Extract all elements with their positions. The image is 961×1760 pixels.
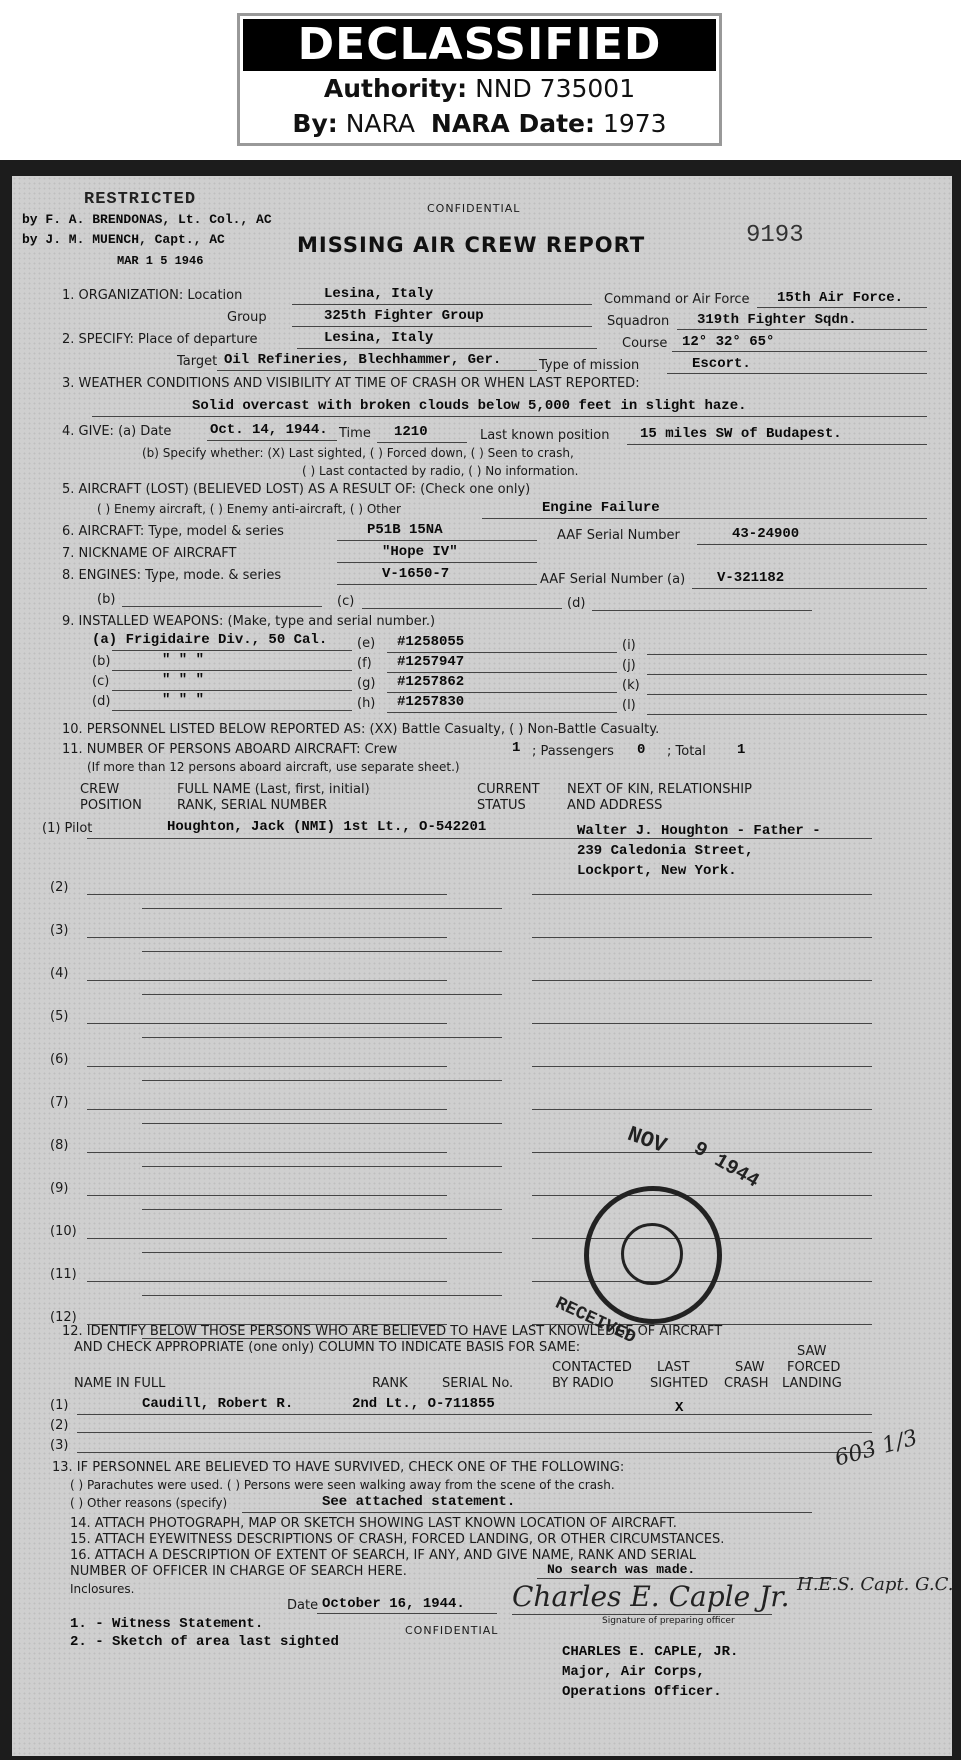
value-report-date: October 16, 1944. xyxy=(322,1596,465,1612)
lost-reasons: ( ) Enemy aircraft, ( ) Enemy anti-aircraft, ( ) Other xyxy=(97,502,401,516)
col-address: AND ADDRESS xyxy=(567,798,663,813)
col-fullname: FULL NAME (Last, first, initial) xyxy=(177,782,370,797)
received-stamp-month: NOV xyxy=(623,1121,670,1160)
crew-row-line xyxy=(142,1080,502,1081)
label-aircraft-lost: 5. AIRCRAFT (LOST) (BELIEVED LOST) AS A RESULT OF: (Check one only) xyxy=(62,482,531,497)
specify-whether-2: ( ) Last contacted by radio, ( ) No information. xyxy=(302,464,579,478)
by-line-2: by J. M. MUENCH, Capt., AC xyxy=(22,232,225,247)
report-number: 9193 xyxy=(746,222,804,249)
received-stamp-center xyxy=(621,1223,683,1285)
value-time: 1210 xyxy=(394,424,428,440)
col-status: STATUS xyxy=(477,798,526,813)
value-mission-type: Escort. xyxy=(692,356,751,372)
weapon-b-ditto: " " " xyxy=(162,652,205,668)
survived-options: ( ) Parachutes were used. ( ) Persons were seen walking away from the scene of the crash. xyxy=(70,1478,615,1492)
col-saw: SAW xyxy=(735,1360,765,1375)
label-signature: Signature of preparing officer xyxy=(602,1616,735,1626)
crew-row-line xyxy=(142,994,502,995)
crew-row-line xyxy=(532,1066,872,1067)
officer-signature: Charles E. Caple Jr. xyxy=(512,1580,790,1613)
crew-row-line xyxy=(142,1037,502,1038)
label-engine-serial: AAF Serial Number (a) xyxy=(540,572,686,587)
document-sheet xyxy=(12,176,952,1756)
confidential-bottom: CONFIDENTIAL xyxy=(405,1624,499,1637)
received-stamp-day: 9 1944 xyxy=(689,1137,763,1194)
value-aircraft-serial: 43-24900 xyxy=(732,526,800,542)
crew-row-label: (4) xyxy=(50,966,69,981)
officer-name: CHARLES E. CAPLE, JR. xyxy=(562,1644,739,1660)
label-course: Course xyxy=(622,336,668,351)
value-passengers: 0 xyxy=(637,742,646,758)
label-persons-aboard: 11. NUMBER OF PERSONS ABOARD AIRCRAFT: Crew xyxy=(62,742,398,757)
inclosure-1: 1. - Witness Statement. xyxy=(70,1616,264,1632)
crew-row-label: (2) xyxy=(50,880,69,895)
value-other-reason: Engine Failure xyxy=(542,500,660,516)
value-departure: Lesina, Italy xyxy=(324,330,434,346)
instruction-15: 15. ATTACH EYEWITNESS DESCRIPTIONS OF CRASH, FORCED LANDING, OR OTHER CIRCUMSTANCES. xyxy=(70,1532,725,1547)
value-engine-serial: V-321182 xyxy=(717,570,785,586)
label-weapon-g: (g) xyxy=(357,676,376,691)
label-position: Last known position xyxy=(480,428,610,443)
value-crew: 1 xyxy=(512,740,521,756)
weapon-a: (a) Frigidaire Div., 50 Cal. xyxy=(92,632,328,648)
crew-row-label: (7) xyxy=(50,1095,69,1110)
col-sighted: SIGHTED xyxy=(650,1376,709,1391)
label-weapon-l: (l) xyxy=(622,698,636,713)
crew-row-1-name: Houghton, Jack (NMI) 1st Lt., O-542201 xyxy=(167,819,487,835)
value-nickname: "Hope IV" xyxy=(382,544,458,560)
crew-row-label: (5) xyxy=(50,1009,69,1024)
label-weapon-h: (h) xyxy=(357,696,376,711)
label-aircraft-serial: AAF Serial Number xyxy=(557,528,680,543)
crew-row-line xyxy=(142,1209,502,1210)
col-position: POSITION xyxy=(80,798,142,813)
crew-row-label: (3) xyxy=(50,923,69,938)
initials-signature: H.E.S. Capt. G.C. xyxy=(797,1574,954,1595)
crew-row-line xyxy=(87,1109,447,1110)
label-weather: 3. WEATHER CONDITIONS AND VISIBILITY AT TIME OF CRASH OR WHEN LAST REPORTED: xyxy=(62,376,640,391)
weapon-h-serial: #1257830 xyxy=(397,694,465,710)
weapon-c-ditto: " " " xyxy=(162,672,205,688)
inclosure-2: 2. - Sketch of area last sighted xyxy=(70,1634,339,1650)
value-command: 15th Air Force. xyxy=(777,290,904,306)
instruction-16: 16. ATTACH A DESCRIPTION OF EXTENT OF SEARCH, IF ANY, AND GIVE NAME, RANK AND SERIAL xyxy=(70,1548,697,1563)
persons-note: (If more than 12 persons aboard aircraft, use separate sheet.) xyxy=(87,760,460,774)
value-course: 12° 32° 65° xyxy=(682,334,775,350)
label-date: Date xyxy=(287,1598,319,1613)
label-command: Command or Air Force xyxy=(604,292,750,307)
label-weapon-f: (f) xyxy=(357,656,372,671)
crew-row-line xyxy=(532,1023,872,1024)
label-give: 4. GIVE: (a) Date xyxy=(62,424,172,439)
crew-row-1-kin-1: Walter J. Houghton - Father - xyxy=(577,823,821,839)
confidential-top: CONFIDENTIAL xyxy=(427,202,521,215)
label-nickname: 7. NICKNAME OF AIRCRAFT xyxy=(62,546,237,561)
crew-row-line xyxy=(87,980,447,981)
label-weapon-b: (b) xyxy=(92,654,111,669)
crew-row-label: (12) xyxy=(50,1310,77,1325)
label-weapon-i: (i) xyxy=(622,638,636,653)
knowledge-row-1-rank: 2nd Lt., O-711855 xyxy=(352,1396,495,1412)
label-aircraft-type: 6. AIRCRAFT: Type, model & series xyxy=(62,524,284,539)
value-group: 325th Fighter Group xyxy=(324,308,484,324)
label-specify: 2. SPECIFY: Place of departure xyxy=(62,332,258,347)
value-aircraft-type: P51B 15NA xyxy=(367,522,443,538)
col-crash: CRASH xyxy=(724,1376,769,1391)
crew-row-line xyxy=(532,937,872,938)
crew-row-label: (9) xyxy=(50,1181,69,1196)
col-name-in-full: NAME IN FULL xyxy=(74,1376,166,1391)
label-last-knowledge: 12. IDENTIFY BELOW THOSE PERSONS WHO ARE BELIEVED TO HAVE LAST KNOWLEDGE OF AIRCRAFT xyxy=(62,1324,723,1339)
crew-row-1-kin-3: Lockport, New York. xyxy=(577,863,737,879)
crew-row-label: (10) xyxy=(50,1224,77,1239)
label-weapon-j: (j) xyxy=(622,658,636,673)
stamp-date: MAR 1 5 1946 xyxy=(117,254,204,268)
label-engine-b: (b) xyxy=(97,592,116,607)
specify-whether: (b) Specify whether: (X) Last sighted, ( ) Forced down, ( ) Seen to crash, xyxy=(142,446,574,460)
crew-row-line xyxy=(87,1066,447,1067)
survived-other: ( ) Other reasons (specify) xyxy=(70,1496,228,1510)
label-total: ; Total xyxy=(667,744,706,759)
knowledge-row-1-name: Caudill, Robert R. xyxy=(142,1396,294,1412)
crew-row-line xyxy=(532,1109,872,1110)
crew-row-1-position: (1) Pilot xyxy=(42,821,93,836)
label-survived: 13. IF PERSONNEL ARE BELIEVED TO HAVE SURVIVED, CHECK ONE OF THE FOLLOWING: xyxy=(52,1460,625,1475)
restricted-stamp: RESTRICTED xyxy=(84,190,197,209)
col-by-radio: BY RADIO xyxy=(552,1376,614,1391)
value-search: No search was made. xyxy=(547,1562,696,1577)
label-weapon-e: (e) xyxy=(357,636,376,651)
crew-row-line xyxy=(532,980,872,981)
crew-row-line xyxy=(87,1152,447,1153)
knowledge-row-1-label: (1) xyxy=(50,1398,69,1413)
label-squadron: Squadron xyxy=(607,314,670,329)
value-engine-type: V-1650-7 xyxy=(382,566,450,582)
handwritten-note: 603 1/3 xyxy=(832,1425,921,1472)
crew-row-label: (6) xyxy=(50,1052,69,1067)
label-mission-type: Type of mission xyxy=(539,358,640,373)
label-weapon-k: (k) xyxy=(622,678,640,693)
col-rank: RANK, SERIAL NUMBER xyxy=(177,798,328,813)
label-weapon-c: (c) xyxy=(92,674,110,689)
label-group: Group xyxy=(227,310,267,325)
received-stamp-text: RECEIVED xyxy=(551,1293,639,1349)
value-total: 1 xyxy=(737,742,746,758)
crew-row-line xyxy=(142,1252,502,1253)
officer-title: Operations Officer. xyxy=(562,1684,722,1700)
weapon-f-serial: #1257947 xyxy=(397,654,465,670)
value-weather: Solid overcast with broken clouds below 5,000 feet in slight haze. xyxy=(192,398,747,414)
value-survived-other: See attached statement. xyxy=(322,1494,516,1510)
label-last-knowledge-2: AND CHECK APPROPRIATE (one only) COLUMN TO INDICATE BASIS FOR SAME: xyxy=(74,1340,581,1355)
crew-row-line xyxy=(142,1166,502,1167)
label-organization: 1. ORGANIZATION: Location xyxy=(62,288,243,303)
weapon-e-serial: #1258055 xyxy=(397,634,465,650)
col-landing: LANDING xyxy=(782,1376,842,1391)
declassified-title: DECLASSIFIED xyxy=(243,19,716,71)
officer-rank: Major, Air Corps, xyxy=(562,1664,705,1680)
knowledge-row-3-label: (3) xyxy=(50,1438,69,1453)
authority-line: Authority: NND 735001 xyxy=(323,74,636,103)
col-crew: CREW xyxy=(80,782,120,797)
label-engine-c: (c) xyxy=(337,594,355,609)
crew-row-1-kin-2: 239 Caledonia Street, xyxy=(577,843,754,859)
label-passengers: ; Passengers xyxy=(532,744,614,759)
crew-row-line xyxy=(142,1123,502,1124)
authority-value: NND 735001 xyxy=(475,74,636,103)
weapon-d-ditto: " " " xyxy=(162,692,205,708)
crew-row-line xyxy=(142,1295,502,1296)
crew-row-line xyxy=(532,1195,872,1196)
col-forced: FORCED xyxy=(787,1360,841,1375)
label-personnel-status: 10. PERSONNEL LISTED BELOW REPORTED AS: (XX) Battle Casualty, ( ) Non-Battle Casualty. xyxy=(62,722,660,737)
col-current: CURRENT xyxy=(477,782,540,797)
value-squadron: 319th Fighter Sqdn. xyxy=(697,312,857,328)
crew-row-label: (11) xyxy=(50,1267,77,1282)
form-title: MISSING AIR CREW REPORT xyxy=(297,233,646,257)
instruction-14: 14. ATTACH PHOTOGRAPH, MAP OR SKETCH SHOWING LAST KNOWN LOCATION OF AIRCRAFT. xyxy=(70,1516,677,1531)
col-contacted: CONTACTED xyxy=(552,1360,632,1375)
value-location: Lesina, Italy xyxy=(324,286,434,302)
crew-row-line xyxy=(87,1281,447,1282)
col-rank-12: RANK xyxy=(372,1376,408,1391)
knowledge-row-2-label: (2) xyxy=(50,1418,69,1433)
declassified-box xyxy=(237,13,722,146)
crew-row-line xyxy=(532,894,872,895)
crew-row-line xyxy=(87,838,872,839)
col-serial-12: SERIAL No. xyxy=(442,1376,514,1391)
col-last: LAST xyxy=(657,1360,690,1375)
value-position: 15 miles SW of Budapest. xyxy=(640,426,842,442)
crew-row-line xyxy=(87,1238,447,1239)
by-line: By: NARA NARA Date: 1973 xyxy=(292,109,667,138)
crew-row-line xyxy=(87,894,447,895)
crew-row-line xyxy=(87,937,447,938)
crew-row-line xyxy=(87,1195,447,1196)
col-kin: NEXT OF KIN, RELATIONSHIP xyxy=(567,782,752,797)
label-target: Target xyxy=(177,354,218,369)
received-stamp xyxy=(584,1186,722,1324)
crew-row-line xyxy=(142,908,502,909)
label-weapon-d: (d) xyxy=(92,694,111,709)
crew-row-line xyxy=(142,951,502,952)
label-time: Time xyxy=(339,426,371,441)
instruction-16-2: NUMBER OF OFFICER IN CHARGE OF SEARCH HERE. xyxy=(70,1564,407,1579)
value-date: Oct. 14, 1944. xyxy=(210,422,328,438)
label-engines: 8. ENGINES: Type, mode. & series xyxy=(62,568,282,583)
weapon-g-serial: #1257862 xyxy=(397,674,465,690)
label-engine-d: (d) xyxy=(567,596,586,611)
knowledge-row-1-sighted-mark: X xyxy=(675,1400,684,1416)
label-inclosures: Inclosures. xyxy=(70,1582,135,1596)
value-target: Oil Refineries, Blechhammer, Ger. xyxy=(224,352,502,368)
by-line-1: by F. A. BRENDONAS, Lt. Col., AC xyxy=(22,212,272,227)
label-weapons: 9. INSTALLED WEAPONS: (Make, type and serial number.) xyxy=(62,614,436,629)
col-saw-2: SAW xyxy=(797,1344,827,1359)
crew-row-line xyxy=(87,1023,447,1024)
crew-row-label: (8) xyxy=(50,1138,69,1153)
